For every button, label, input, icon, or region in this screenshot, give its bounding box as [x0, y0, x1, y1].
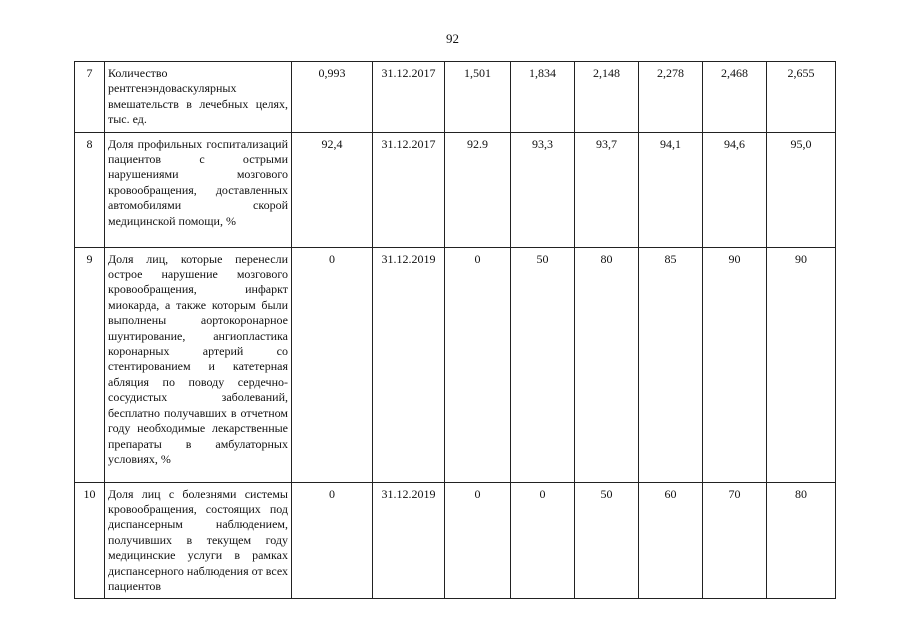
table-row [75, 132, 836, 247]
year-value: 92.9 [445, 132, 511, 247]
table-row [75, 247, 836, 482]
indicators-table [74, 61, 836, 599]
year-value: 90 [767, 247, 836, 482]
row-number: 8 [75, 132, 105, 247]
year-value: 1,501 [445, 62, 511, 133]
base-date: 31.12.2019 [373, 482, 445, 599]
year-value: 80 [767, 482, 836, 599]
indicator-name: Количество рентгенэндоваскулярных вмешательств в лечебных целях, тыс. ед. [105, 62, 292, 133]
row-number: 9 [75, 247, 105, 482]
year-value: 80 [575, 247, 639, 482]
year-value: 93,3 [511, 132, 575, 247]
year-value: 94,1 [639, 132, 703, 247]
base-value: 0,993 [292, 62, 373, 133]
base-date: 31.12.2019 [373, 247, 445, 482]
year-value: 94,6 [703, 132, 767, 247]
year-value: 70 [703, 482, 767, 599]
year-value: 85 [639, 247, 703, 482]
year-value: 0 [445, 482, 511, 599]
year-value: 90 [703, 247, 767, 482]
year-value: 60 [639, 482, 703, 599]
base-value: 0 [292, 247, 373, 482]
year-value: 2,148 [575, 62, 639, 133]
year-value: 95,0 [767, 132, 836, 247]
base-date: 31.12.2017 [373, 132, 445, 247]
indicator-name: Доля профильных госпитализаций пациентов с острыми нарушениями мозгового кровообращения, доставленных автомобилями скорой медицинской помощи, % [105, 132, 292, 247]
year-value: 0 [511, 482, 575, 599]
year-value: 2,655 [767, 62, 836, 133]
year-value: 93,7 [575, 132, 639, 247]
base-value: 92,4 [292, 132, 373, 247]
indicator-name: Доля лиц, которые перенесли острое нарушение мозгового кровообращения, инфаркт миокарда, а также которым были выполнены аортокоронарное шунтирование, ангиопластика коронарных артерий со стентированием и катетерная абляция по поводу сердечно-сосудистых заболеваний, бесплатно получавших в отчетном году необходимые лекарственные препараты в амбулаторных условиях, % [105, 247, 292, 482]
row-number: 7 [75, 62, 105, 133]
year-value: 50 [575, 482, 639, 599]
base-value: 0 [292, 482, 373, 599]
table-row [75, 482, 836, 599]
row-number: 10 [75, 482, 105, 599]
year-value: 0 [445, 247, 511, 482]
year-value: 50 [511, 247, 575, 482]
table-row [75, 62, 836, 133]
page-number: 92 [446, 31, 459, 46]
base-date: 31.12.2017 [373, 62, 445, 133]
year-value: 2,468 [703, 62, 767, 133]
year-value: 1,834 [511, 62, 575, 133]
indicator-name: Доля лиц с болезнями системы кровообращения, состоящих под диспансерным наблюдением, получивших в текущем году медицинские услуги в рамках диспансерного наблюдения от всех пациентов [105, 482, 292, 599]
year-value: 2,278 [639, 62, 703, 133]
